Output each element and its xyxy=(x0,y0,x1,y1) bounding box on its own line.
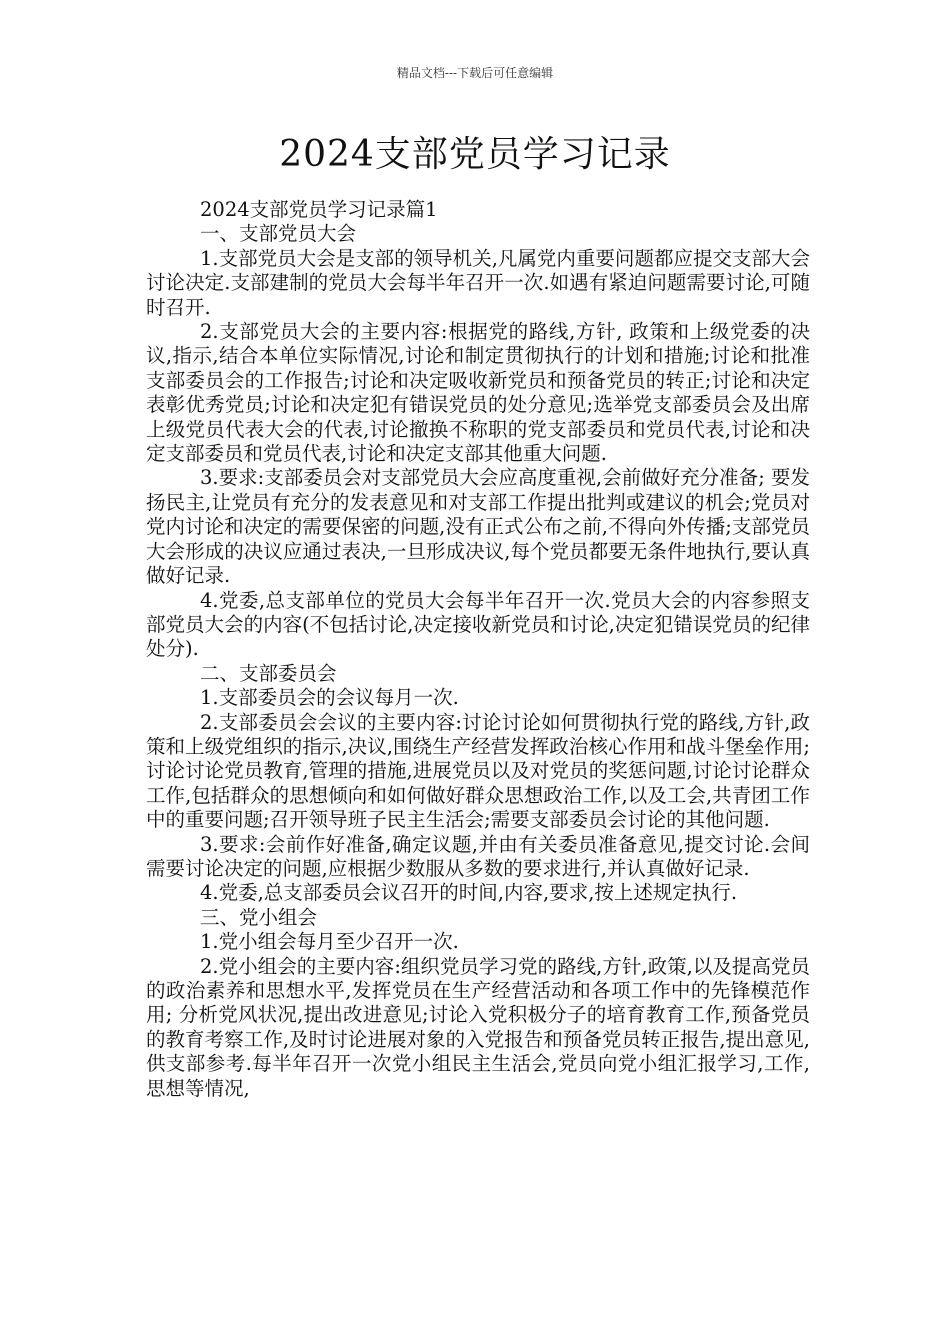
paragraph: 4.党委,总支部单位的党员大会每半年召开一次.党员大会的内容参照支部党员大会的内容(不包括讨论,决定接收新党员和讨论,决定犯错误党员的纪律处分). xyxy=(146,588,810,661)
page-header: 精品文档---下载后可任意编辑 xyxy=(396,66,554,80)
section-heading-3: 三、党小组会 xyxy=(200,905,318,929)
paragraph: 2.支部党员大会的主要内容:根据党的路线,方针, 政策和上级党委的决议,指示,结合本单位实际情况,讨论和制定贯彻执行的计划和措施;讨论和批准支部委员会的工作报告;讨论和决定吸收新党员和预备党员的转正;讨论和决定表彰优秀党员;讨论和决定犯有错误党员的处分意见;选举党支部委员会及出席上级党员代表大会的代表,讨论撤换不称职的党支部委员和党员代表,讨论和决定支部委员和党员代表,讨论和决定支部其他重大问题. xyxy=(146,320,810,466)
section-heading-2: 二、支部委员会 xyxy=(200,661,337,685)
paragraph: 1.支部党员大会是支部的领导机关,凡属党内重要问题都应提交支部大会讨论决定.支部建制的党员大会每半年召开一次.如遇有紧迫问题需要讨论,可随时召开. xyxy=(146,246,810,319)
paragraph: 1.党小组会每月至少召开一次. xyxy=(200,930,459,954)
paragraph: 4.党委,总支部委员会议召开的时间,内容,要求,按上述规定执行. xyxy=(200,881,738,905)
paragraph: 2.党小组会的主要内容:组织党员学习党的路线,方针,政策,以及提高党员的政治素养和思想水平,发挥党员在生产经营活动和各项工作中的先锋模范作用; 分析党风状况,提出改进意见;讨论入党积极分子的培育教育工作,预备党员的教育考察工作,及时讨论进展对象的入党报告和预备党员转正报告,提出意见,供支部参考.每半年召开一次党小组民主生活会,党员向党小组汇报学习,工作,思想等情况, xyxy=(146,954,810,1100)
paragraph: 3.要求:支部委员会对支部党员大会应高度重视,会前做好充分准备; 要发扬民主,让党员有充分的发表意见和对支部工作提出批判或建议的机会;党员对党内讨论和决定的需要保密的问题,没有正式公布之前,不得向外传播;支部党员大会形成的决议应通过表决,一旦形成决议,每个党员都要无条件地执行,要认真做好记录. xyxy=(146,466,810,588)
section-heading-1: 一、支部党员大会 xyxy=(200,222,357,246)
paragraph: 2.支部委员会会议的主要内容:讨论讨论如何贯彻执行党的路线,方针,政策和上级党组织的指示,决议,围绕生产经营发挥政治核心作用和战斗堡垒作用;讨论讨论党员教育,管理的措施,进展党员以及对党员的奖惩问题,讨论讨论群众工作,包括群众的思想倾向和如何做好群众思想政治工作,以及工会,共青团工作中的重要问题;召开领导班子民主生活会;需要支部委员会讨论的其他问题. xyxy=(146,710,810,832)
document-title: 2024支部党员学习记录 xyxy=(279,134,671,175)
paragraph: 1.支部委员会的会议每月一次. xyxy=(200,686,459,710)
section-subtitle: 2024支部党员学习记录篇1 xyxy=(200,198,438,221)
document-body xyxy=(146,198,810,1101)
paragraph: 3.要求:会前作好准备,确定议题,并由有关委员准备意见,提交讨论.会间需要讨论决定的问题,应根据少数服从多数的要求进行,并认真做好记录. xyxy=(146,832,810,880)
